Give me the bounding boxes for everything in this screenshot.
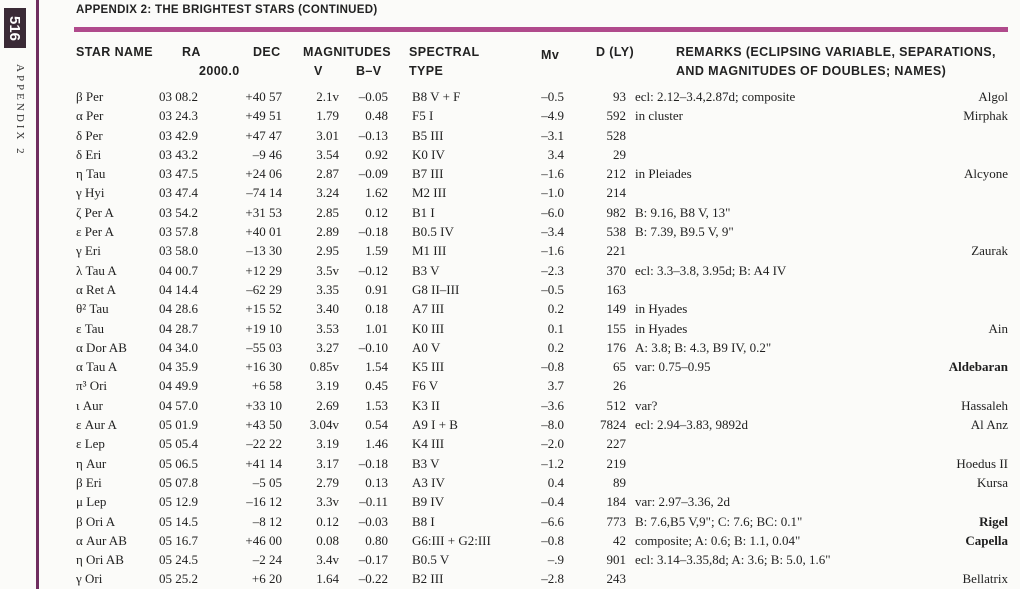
absolute-magnitude: 0.1 bbox=[547, 320, 564, 336]
distance-ly: 7824 bbox=[600, 417, 626, 433]
magnitude-v: 3.3v bbox=[316, 494, 339, 510]
spectral-type: B8 I bbox=[412, 513, 435, 529]
table-row bbox=[0, 87, 1020, 106]
table-row bbox=[0, 396, 1020, 415]
color-index: –0.10 bbox=[358, 339, 388, 355]
table-row bbox=[0, 319, 1020, 338]
proper-name: Alcyone bbox=[963, 166, 1008, 182]
remarks: var: 0.75–0.95 bbox=[635, 359, 711, 375]
table-row bbox=[0, 106, 1020, 125]
proper-name: Aldebaran bbox=[948, 359, 1008, 375]
absolute-magnitude: –3.6 bbox=[541, 397, 564, 413]
magnitude-v: 3.4v bbox=[316, 552, 339, 568]
magnitude-v: 2.69 bbox=[316, 397, 339, 413]
declination: –22 22 bbox=[246, 436, 282, 452]
color-index: –0.18 bbox=[358, 455, 388, 471]
star-name: γ Hyi bbox=[76, 185, 105, 201]
table-row bbox=[0, 492, 1020, 511]
distance-ly: 176 bbox=[606, 339, 626, 355]
star-name: δ Eri bbox=[76, 146, 102, 162]
spectral-type: K3 II bbox=[412, 397, 440, 413]
table-row bbox=[0, 183, 1020, 202]
distance-ly: 982 bbox=[606, 204, 626, 220]
right-ascension: 03 57.8 bbox=[159, 224, 198, 240]
spectral-type: F6 V bbox=[412, 378, 439, 394]
declination: +6 20 bbox=[251, 571, 282, 587]
header-remarks-line1: REMARKS (ECLIPSING VARIABLE, SEPARATIONS, bbox=[676, 45, 996, 59]
color-index: –0.13 bbox=[358, 127, 388, 143]
spectral-type: B2 III bbox=[412, 571, 444, 587]
proper-name: Al Anz bbox=[970, 417, 1008, 433]
distance-ly: 163 bbox=[606, 281, 626, 297]
star-name: μ Lep bbox=[76, 494, 107, 510]
magnitude-v: 3.35 bbox=[316, 281, 339, 297]
table-row bbox=[0, 357, 1020, 376]
star-name: η Aur bbox=[76, 455, 107, 471]
magnitude-v: 3.19 bbox=[316, 378, 339, 394]
absolute-magnitude: –3.1 bbox=[541, 127, 564, 143]
distance-ly: 89 bbox=[613, 474, 626, 490]
right-ascension: 03 47.5 bbox=[159, 166, 198, 182]
distance-ly: 214 bbox=[606, 185, 626, 201]
magnitude-v: 3.54 bbox=[316, 146, 339, 162]
color-index: 1.01 bbox=[365, 320, 388, 336]
distance-ly: 26 bbox=[613, 378, 626, 394]
table-row bbox=[0, 434, 1020, 453]
declination: –8 12 bbox=[252, 513, 282, 529]
remarks: B: 9.16, B8 V, 13" bbox=[635, 204, 731, 220]
remarks: ecl: 3.3–3.8, 3.95d; B: A4 IV bbox=[635, 262, 787, 278]
distance-ly: 184 bbox=[606, 494, 626, 510]
right-ascension: 05 25.2 bbox=[159, 571, 198, 587]
absolute-magnitude: –2.0 bbox=[541, 436, 564, 452]
distance-ly: 65 bbox=[613, 359, 626, 375]
proper-name: Hassaleh bbox=[961, 397, 1008, 413]
spectral-type: M2 III bbox=[412, 185, 447, 201]
spectral-type: B7 III bbox=[412, 166, 444, 182]
proper-name: Algol bbox=[978, 89, 1008, 104]
magnitude-v: 3.01 bbox=[316, 127, 339, 143]
absolute-magnitude: –2.8 bbox=[541, 571, 564, 587]
spectral-type: M1 III bbox=[412, 243, 447, 259]
color-index: 0.48 bbox=[365, 108, 388, 124]
table-row bbox=[0, 454, 1020, 473]
declination: –13 30 bbox=[246, 243, 282, 259]
declination: +24 06 bbox=[245, 166, 282, 182]
declination: +15 52 bbox=[245, 301, 282, 317]
star-name: γ Ori bbox=[76, 571, 103, 587]
distance-ly: 42 bbox=[613, 532, 626, 548]
distance-ly: 93 bbox=[613, 89, 626, 104]
proper-name: Zaurak bbox=[971, 243, 1008, 259]
table-row bbox=[0, 338, 1020, 357]
star-table-body bbox=[0, 87, 1020, 589]
remarks: in cluster bbox=[635, 108, 684, 124]
color-index: 0.54 bbox=[365, 417, 388, 433]
absolute-magnitude: –0.8 bbox=[541, 532, 564, 548]
magnitude-v: 3.5v bbox=[316, 262, 339, 278]
declination: +49 51 bbox=[245, 108, 282, 124]
spectral-type: K5 III bbox=[412, 359, 445, 375]
star-name: π³ Ori bbox=[76, 378, 108, 394]
magnitude-v: 3.24 bbox=[316, 185, 339, 201]
star-name: α Per bbox=[76, 108, 104, 124]
remarks: B: 7.39, B9.5 V, 9" bbox=[635, 224, 734, 240]
right-ascension: 04 00.7 bbox=[159, 262, 198, 278]
spectral-type: K0 IV bbox=[412, 146, 445, 162]
spectral-type: A7 III bbox=[412, 301, 445, 317]
absolute-magnitude: –.9 bbox=[547, 552, 564, 568]
distance-ly: 773 bbox=[606, 513, 626, 529]
right-ascension: 05 07.8 bbox=[159, 474, 198, 490]
header-v: V bbox=[314, 64, 323, 78]
table-row bbox=[0, 550, 1020, 569]
right-ascension: 04 57.0 bbox=[159, 397, 198, 413]
proper-name: Mirphak bbox=[963, 108, 1008, 124]
magnitude-v: 1.64 bbox=[316, 571, 339, 587]
color-index: 0.45 bbox=[365, 378, 388, 394]
magnitude-v: 3.53 bbox=[316, 320, 339, 336]
heading-rule bbox=[74, 27, 1008, 32]
declination: +12 29 bbox=[245, 262, 282, 278]
absolute-magnitude: –6.6 bbox=[541, 513, 564, 529]
color-index: –0.03 bbox=[358, 513, 388, 529]
spectral-type: B9 IV bbox=[412, 494, 445, 510]
absolute-magnitude: –4.9 bbox=[541, 108, 564, 124]
proper-name: Ain bbox=[988, 320, 1008, 336]
spectral-type: A9 I + B bbox=[412, 417, 458, 433]
color-index: –0.22 bbox=[358, 571, 388, 587]
table-row bbox=[0, 145, 1020, 164]
absolute-magnitude: –1.2 bbox=[541, 455, 564, 471]
table-row bbox=[0, 222, 1020, 241]
star-name: ε Per A bbox=[76, 224, 114, 240]
spectral-type: B8 V + F bbox=[412, 89, 461, 104]
declination: +40 57 bbox=[245, 89, 282, 104]
star-name: β Ori A bbox=[76, 513, 116, 529]
color-index: 0.91 bbox=[365, 281, 388, 297]
declination: –74 14 bbox=[246, 185, 282, 201]
magnitude-v: 3.17 bbox=[316, 455, 339, 471]
right-ascension: 04 14.4 bbox=[159, 281, 198, 297]
star-name: β Per bbox=[76, 89, 104, 104]
spectral-type: A0 V bbox=[412, 339, 441, 355]
declination: +41 14 bbox=[245, 455, 282, 471]
spectral-type: G6:III + G2:III bbox=[412, 532, 491, 548]
table-row bbox=[0, 280, 1020, 299]
color-index: 0.80 bbox=[365, 532, 388, 548]
distance-ly: 149 bbox=[606, 301, 626, 317]
star-name: α Tau A bbox=[76, 359, 118, 375]
star-name: θ² Tau bbox=[76, 301, 109, 317]
spectral-type: F5 I bbox=[412, 108, 434, 124]
distance-ly: 243 bbox=[606, 571, 626, 587]
page-heading: APPENDIX 2: THE BRIGHTEST STARS (CONTINUED) bbox=[76, 4, 378, 16]
declination: –62 29 bbox=[246, 281, 282, 297]
right-ascension: 05 14.5 bbox=[159, 513, 198, 529]
remarks: ecl: 2.12–3.4,2.87d; composite bbox=[635, 89, 796, 104]
absolute-magnitude: –1.6 bbox=[541, 243, 564, 259]
star-name: δ Per bbox=[76, 127, 103, 143]
star-name: η Ori AB bbox=[76, 552, 124, 568]
absolute-magnitude: 3.7 bbox=[547, 378, 564, 394]
header-ra: RA bbox=[182, 45, 201, 59]
absolute-magnitude: –2.3 bbox=[541, 262, 564, 278]
table-row bbox=[0, 261, 1020, 280]
absolute-magnitude: 0.4 bbox=[547, 474, 564, 490]
remarks: A: 3.8; B: 4.3, B9 IV, 0.2" bbox=[635, 339, 772, 355]
right-ascension: 04 28.6 bbox=[159, 301, 198, 317]
declination: –55 03 bbox=[246, 339, 282, 355]
star-name: α Ret A bbox=[76, 281, 117, 297]
declination: +46 00 bbox=[245, 532, 282, 548]
declination: –5 05 bbox=[252, 474, 282, 490]
proper-name: Kursa bbox=[976, 474, 1008, 490]
right-ascension: 05 06.5 bbox=[159, 455, 198, 471]
right-ascension: 03 43.2 bbox=[159, 146, 198, 162]
table-row bbox=[0, 473, 1020, 492]
distance-ly: 219 bbox=[606, 455, 626, 471]
color-index: 1.59 bbox=[365, 243, 388, 259]
spectral-type: K0 III bbox=[412, 320, 445, 336]
table-row bbox=[0, 569, 1020, 588]
table-row bbox=[0, 164, 1020, 183]
distance-ly: 155 bbox=[606, 320, 626, 336]
right-ascension: 05 12.9 bbox=[159, 494, 198, 510]
star-name: γ Eri bbox=[76, 243, 101, 259]
spectral-type: B0.5 IV bbox=[412, 224, 454, 240]
remarks: in Hyades bbox=[635, 320, 688, 336]
absolute-magnitude: –6.0 bbox=[541, 204, 564, 220]
spectral-type: B1 I bbox=[412, 204, 435, 220]
declination: +43 50 bbox=[245, 417, 282, 433]
magnitude-v: 2.79 bbox=[316, 474, 339, 490]
right-ascension: 03 08.2 bbox=[159, 89, 198, 104]
right-ascension: 04 28.7 bbox=[159, 320, 198, 336]
declination: +6 58 bbox=[251, 378, 282, 394]
header-remarks-line2: AND MAGNITUDES OF DOUBLES; NAMES) bbox=[676, 64, 947, 78]
declination: +31 53 bbox=[245, 204, 282, 220]
declination: +19 10 bbox=[245, 320, 282, 336]
remarks: ecl: 3.14–3.35,8d; A: 3.6; B: 5.0, 1.6" bbox=[635, 552, 831, 568]
distance-ly: 528 bbox=[606, 127, 626, 143]
color-index: –0.18 bbox=[358, 224, 388, 240]
right-ascension: 04 35.9 bbox=[159, 359, 198, 375]
color-index: 1.53 bbox=[365, 397, 388, 413]
magnitude-v: 3.27 bbox=[316, 339, 339, 355]
star-name: η Tau bbox=[76, 166, 106, 182]
table-row bbox=[0, 126, 1020, 145]
side-running-title: APPENDIX 2 bbox=[14, 64, 26, 157]
declination: +47 47 bbox=[245, 127, 282, 143]
table-row bbox=[0, 241, 1020, 260]
star-name: λ Tau A bbox=[76, 262, 117, 278]
remarks: var: 2.97–3.36, 2d bbox=[635, 494, 730, 510]
proper-name: Bellatrix bbox=[962, 571, 1008, 587]
star-name: ζ Per A bbox=[76, 204, 114, 220]
color-index: 0.18 bbox=[365, 301, 388, 317]
declination: +33 10 bbox=[245, 397, 282, 413]
remarks: in Hyades bbox=[635, 301, 688, 317]
star-name: ε Tau bbox=[76, 320, 105, 336]
magnitude-v: 0.85v bbox=[309, 359, 339, 375]
remarks: composite; A: 0.6; B: 1.1, 0.04" bbox=[635, 532, 801, 548]
right-ascension: 04 49.9 bbox=[159, 378, 198, 394]
star-name: α Aur AB bbox=[76, 532, 127, 548]
header-mv: Mv bbox=[541, 48, 560, 62]
right-ascension: 04 34.0 bbox=[159, 339, 198, 355]
header-epoch: 2000.0 bbox=[199, 64, 240, 78]
right-ascension: 03 42.9 bbox=[159, 127, 198, 143]
star-name: ι Aur bbox=[76, 397, 103, 413]
star-name: β Eri bbox=[76, 474, 102, 490]
magnitude-v: 2.95 bbox=[316, 243, 339, 259]
remarks: ecl: 2.94–3.83, 9892d bbox=[635, 417, 749, 433]
proper-name: Capella bbox=[965, 532, 1008, 548]
magnitude-v: 3.40 bbox=[316, 301, 339, 317]
remarks: in Pleiades bbox=[635, 166, 692, 182]
magnitude-v: 1.79 bbox=[316, 108, 339, 124]
right-ascension: 03 58.0 bbox=[159, 243, 198, 259]
header-type: TYPE bbox=[409, 64, 444, 78]
color-index: –0.05 bbox=[358, 89, 388, 104]
spectral-type: B3 V bbox=[412, 455, 440, 471]
table-row bbox=[0, 415, 1020, 434]
page-number: 516 bbox=[4, 8, 26, 48]
absolute-magnitude: –0.4 bbox=[541, 494, 564, 510]
magnitude-v: 0.08 bbox=[316, 532, 339, 548]
declination: –9 46 bbox=[252, 146, 282, 162]
distance-ly: 227 bbox=[606, 436, 626, 452]
color-index: –0.12 bbox=[358, 262, 388, 278]
table-row bbox=[0, 299, 1020, 318]
spectral-type: K4 III bbox=[412, 436, 445, 452]
color-index: 1.62 bbox=[365, 185, 388, 201]
remarks: var? bbox=[635, 397, 658, 413]
declination: +40 01 bbox=[245, 224, 282, 240]
absolute-magnitude: –0.8 bbox=[541, 359, 564, 375]
distance-ly: 221 bbox=[606, 243, 626, 259]
star-name: ε Aur A bbox=[76, 417, 117, 433]
declination: –2 24 bbox=[252, 552, 282, 568]
header-star-name: STAR NAME bbox=[76, 45, 153, 59]
star-name: α Dor AB bbox=[76, 339, 127, 355]
proper-name: Hoedus II bbox=[956, 455, 1008, 471]
distance-ly: 901 bbox=[606, 552, 626, 568]
absolute-magnitude: –3.4 bbox=[541, 224, 564, 240]
magnitude-v: 2.87 bbox=[316, 166, 339, 182]
right-ascension: 05 24.5 bbox=[159, 552, 198, 568]
declination: –16 12 bbox=[246, 494, 282, 510]
magnitude-v: 2.85 bbox=[316, 204, 339, 220]
distance-ly: 538 bbox=[606, 224, 626, 240]
color-index: 0.92 bbox=[365, 146, 388, 162]
color-index: –0.11 bbox=[359, 494, 388, 510]
magnitude-v: 0.12 bbox=[316, 513, 339, 529]
header-dec: DEC bbox=[253, 45, 281, 59]
declination: +16 30 bbox=[245, 359, 282, 375]
table-row bbox=[0, 512, 1020, 531]
proper-name: Rigel bbox=[979, 513, 1008, 529]
color-index: –0.17 bbox=[358, 552, 388, 568]
right-ascension: 05 01.9 bbox=[159, 417, 198, 433]
absolute-magnitude: 0.2 bbox=[547, 301, 564, 317]
distance-ly: 512 bbox=[606, 397, 626, 413]
right-ascension: 03 24.3 bbox=[159, 108, 198, 124]
spectral-type: A3 IV bbox=[412, 474, 445, 490]
distance-ly: 370 bbox=[606, 262, 626, 278]
remarks: B: 7.6,B5 V,9"; C: 7.6; BC: 0.1" bbox=[635, 513, 803, 529]
spectral-type: B5 III bbox=[412, 127, 444, 143]
color-index: 1.46 bbox=[365, 436, 388, 452]
magnitude-v: 2.1v bbox=[316, 89, 339, 104]
header-distance: D (LY) bbox=[596, 45, 635, 59]
color-index: 0.12 bbox=[365, 204, 388, 220]
table-row bbox=[0, 531, 1020, 550]
right-ascension: 03 47.4 bbox=[159, 185, 198, 201]
spectral-type: G8 II–III bbox=[412, 281, 460, 297]
magnitude-v: 3.19 bbox=[316, 436, 339, 452]
right-ascension: 05 05.4 bbox=[159, 436, 198, 452]
right-ascension: 03 54.2 bbox=[159, 204, 198, 220]
star-name: ε Lep bbox=[76, 436, 105, 452]
absolute-magnitude: –1.0 bbox=[541, 185, 564, 201]
distance-ly: 212 bbox=[606, 166, 626, 182]
absolute-magnitude: –1.6 bbox=[541, 166, 564, 182]
color-index: 0.13 bbox=[365, 474, 388, 490]
color-index: 1.54 bbox=[365, 359, 388, 375]
absolute-magnitude: 3.4 bbox=[547, 146, 564, 162]
magnitude-v: 2.89 bbox=[316, 224, 339, 240]
absolute-magnitude: –8.0 bbox=[541, 417, 564, 433]
header-magnitudes: MAGNITUDES bbox=[303, 45, 392, 59]
magnitude-v: 3.04v bbox=[309, 417, 339, 433]
right-ascension: 05 16.7 bbox=[159, 532, 198, 548]
table-row bbox=[0, 203, 1020, 222]
color-index: –0.09 bbox=[358, 166, 388, 182]
absolute-magnitude: 0.2 bbox=[547, 339, 564, 355]
table-row bbox=[0, 376, 1020, 395]
spectral-type: B0.5 V bbox=[412, 552, 450, 568]
header-spectral: SPECTRAL bbox=[409, 45, 480, 59]
header-bv: B–V bbox=[356, 64, 382, 78]
distance-ly: 29 bbox=[613, 146, 626, 162]
distance-ly: 592 bbox=[606, 108, 626, 124]
absolute-magnitude: –0.5 bbox=[541, 89, 564, 104]
spectral-type: B3 V bbox=[412, 262, 440, 278]
absolute-magnitude: –0.5 bbox=[541, 281, 564, 297]
